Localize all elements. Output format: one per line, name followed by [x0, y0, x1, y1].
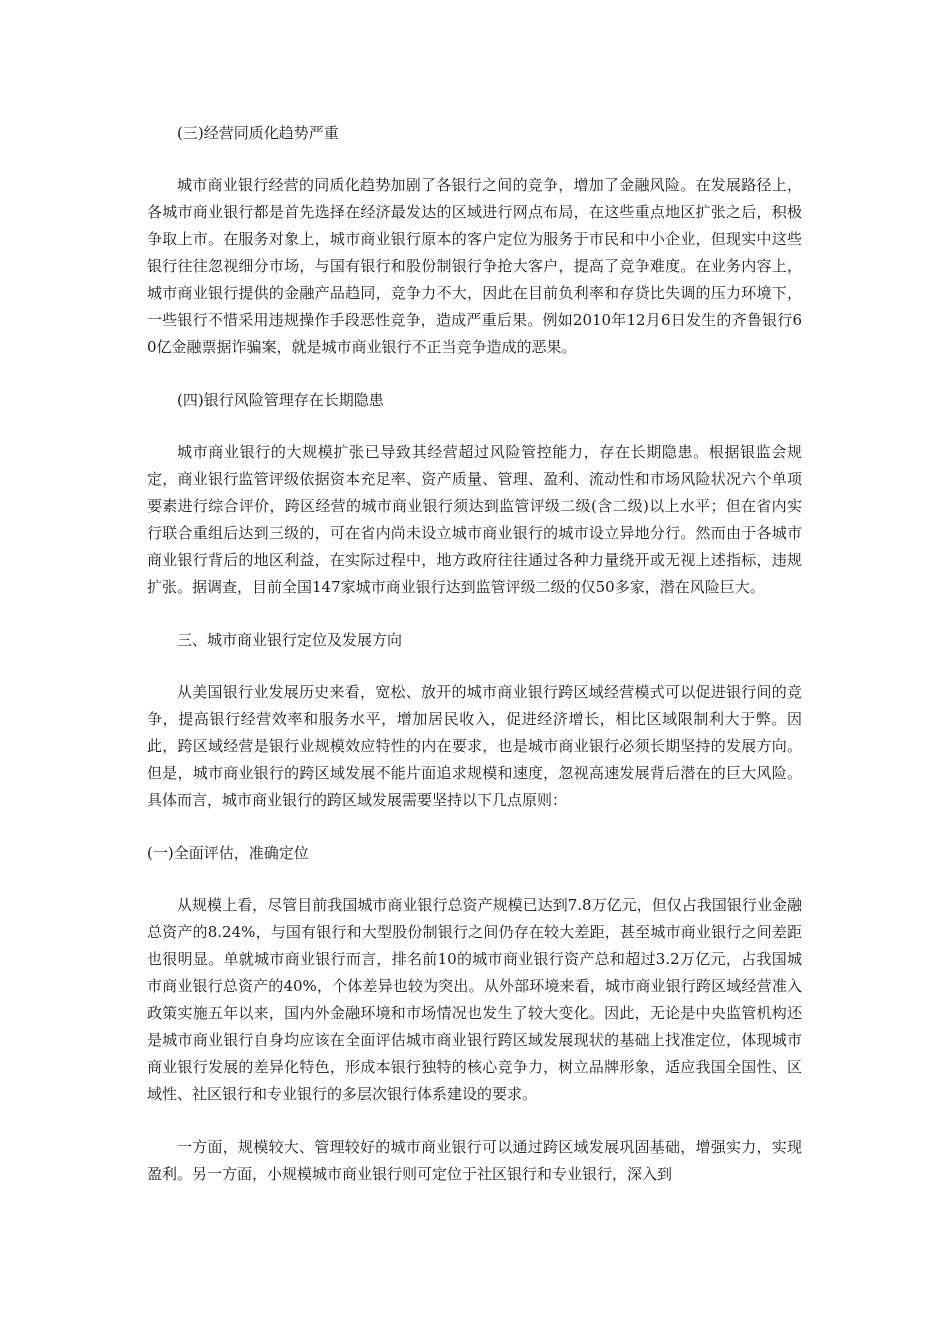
subsection-heading-evaluation: (一)全面评估，准确定位 — [147, 844, 309, 862]
section-heading-homogenization: (三)经营同质化趋势严重 — [177, 124, 339, 142]
paragraph-homogenization: 城市商业银行经营的同质化趋势加剧了各银行之间的竞争，增加了金融风险。在发展路径上，各城市商业银行都是首先选择在经济最发达的区域进行网点布局，在这些重点地区扩张之后，积极争取上市。在服务对象上，城市商业银行原本的客户定位为服务于市民和中小企业，但现实中这些银行往往忽视细分市场，与国有银行和股份制银行争抢大客户，提高了竞争难度。在业务内容上，城市商业银行提供的金融产品趋同，竞争力不大，因此在目前负利率和存贷比失调的压力环境下，一些银行不惜采用违规操作手段恶性竞争，造成严重后果。例如2010年12月6日发生的齐鲁银行60亿金融票据诈骗案，就是城市商业银行不正当竞争造成的恶果。 — [147, 176, 802, 356]
paragraph-risk-management: 城市商业银行的大规模扩张已导致其经营超过风险管控能力，存在长期隐患。根据银监会规定，商业银行监管评级依据资本充足率、资产质量、管理、盈利、流动性和市场风险状况六个单项要素进行综合评价，跨区经营的城市商业银行须达到监管评级二级(含二级)以上水平；但在省内实行联合重组后达到三级的，可在省内尚未设立城市商业银行的城市设立异地分行。然而由于各城市商业银行背后的地区利益，在实际过程中，地方政府往往通过各种力量绕开或无视上述指标，违规扩张。据调查，目前全国147家城市商业银行达到监管评级二级的仅50多家，潜在风险巨大。 — [147, 443, 802, 596]
section-heading-positioning: 三、城市商业银行定位及发展方向 — [177, 631, 403, 649]
paragraph-positioning: 从美国银行业发展历史来看，宽松、放开的城市商业银行跨区域经营模式可以促进银行间的竞争，提高银行经营效率和服务水平，增加居民收入，促进经济增长，相比区域限制利大于弊。因此，跨区域经营是银行业规模效应特性的内在要求，也是城市商业银行必须长期坚持的发展方向。但是，城市商业银行的跨区域发展不能片面追求规模和速度，忽视高速发展背后潜在的巨大风险。具体而言，城市商业银行的跨区域发展需要坚持以下几点原则： — [147, 683, 802, 809]
document-body — [147, 120, 802, 1214]
paragraph-one-hand: 一方面，规模较大、管理较好的城市商业银行可以通过跨区域发展巩固基础，增强实力，实现盈利。另一方面，小规模城市商业银行则可定位于社区银行和专业银行，深入到 — [147, 1138, 802, 1183]
paragraph-evaluation: 从规模上看，尽管目前我国城市商业银行总资产规模已达到7.8万亿元，但仅占我国银行业金融总资产的8.24%，与国有银行和大型股份制银行之间仍存在较大差距，甚至城市商业银行之间差距也很明显。单就城市商业银行而言，排名前10的城市商业银行资产总和超过3.2万亿元，占我国城市商业银行总资产的40%，个体差异也较为突出。从外部环境来看，城市商业银行跨区域经营准入政策实施五年以来，国内外金融环境和市场情况也发生了较大变化。因此，无论是中央监管机构还是城市商业银行自身均应该在全面评估城市商业银行跨区域发展现状的基础上找准定位，体现城市商业银行发展的差异化特色，形成本银行独特的核心竞争力，树立品牌形象，适应我国全国性、区域性、社区银行和专业银行的多层次银行体系建设的要求。 — [147, 896, 802, 1103]
section-heading-risk-management: (四)银行风险管理存在长期隐患 — [177, 391, 384, 409]
